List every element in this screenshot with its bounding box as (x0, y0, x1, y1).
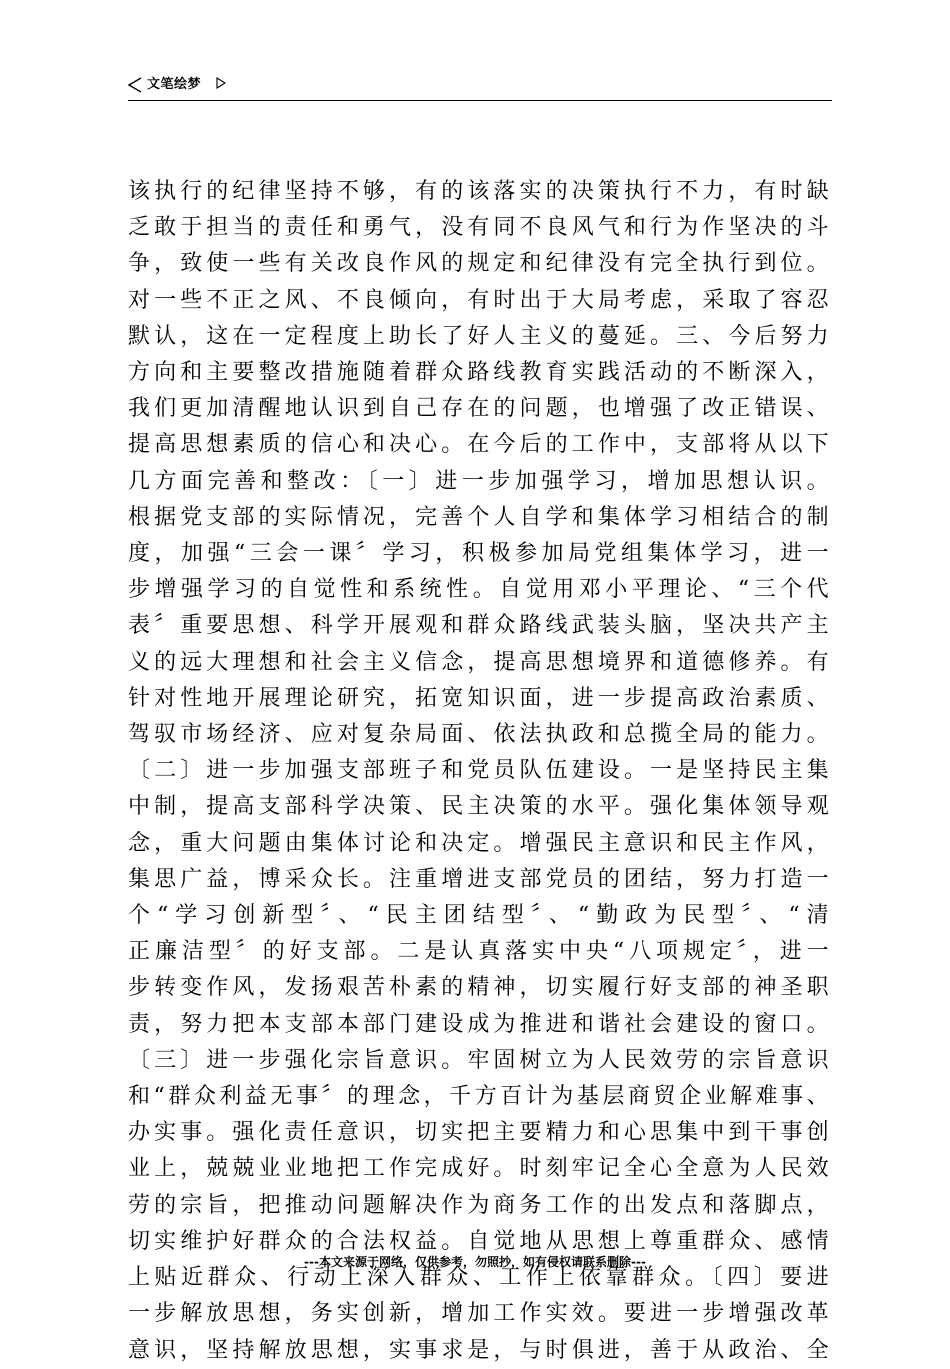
body-line: 一步解放思想，务实创新，增加工作实效。要进一步增强改革 (128, 1301, 832, 1327)
body-line: 业上，兢兢业业地把工作完成好。时刻牢记全心全意为人民效 (128, 1156, 832, 1182)
body-line: 中制，提高支部科学决策、民主决策的水平。强化集体领导观 (128, 794, 832, 820)
body-line: 切实维护好群众的合法权益。自觉地从思想上尊重群众、感情 (128, 1228, 832, 1254)
triangle-right-icon (216, 77, 226, 89)
body-line: 意识，坚持解放思想，实事求是，与时俱进，善于从政治、全 (128, 1337, 832, 1363)
body-line: 度，加强“三会一课〞学习，积极参加局党组集体学习，进一 (128, 541, 832, 567)
body-line: 根据党支部的实际情况，完善个人自学和集体学习相结合的制 (128, 504, 832, 530)
body-text (128, 174, 832, 1369)
body-line: 义的远大理想和社会主义信念，提高思想境界和道德修养。有 (128, 649, 832, 675)
body-line: 几方面完善和整改：〔一〕进一步加强学习，增加思想认识。 (128, 468, 832, 494)
footer-disclaimer: ---本文来源于网络，仅供参考，勿照抄，如有侵权请联系删除--- (304, 1255, 646, 1269)
triangle-left-icon (128, 77, 142, 93)
body-line: 步转变作风，发扬艰苦朴素的精神，切实履行好支部的神圣职 (128, 975, 832, 1001)
body-line: 正廉洁型〞的好支部。二是认真落实中央“八项规定〞，进一 (128, 939, 832, 965)
page-header (128, 72, 832, 101)
body-line: 办实事。强化责任意识，切实把主要精力和心思集中到干事创 (128, 1120, 832, 1146)
body-line: 提高思想素质的信心和决心。在今后的工作中，支部将从以下 (128, 432, 832, 458)
body-line: 针对性地开展理论研究，拓宽知识面，进一步提高政治素质、 (128, 685, 832, 711)
body-line: 表〞重要思想、科学开展观和群众路线武装头脑，坚决共产主 (128, 613, 832, 639)
body-line: 上贴近群众、行动上深入群众、工作上依靠群众。〔四〕要进 (128, 1265, 832, 1291)
body-line: 该执行的纪律坚持不够，有的该落实的决策执行不力，有时缺 (128, 179, 832, 204)
body-line: 念，重大问题由集体讨论和决定。增强民主意识和民主作风， (128, 830, 832, 856)
body-line: 争，致使一些有关改良作风的规定和纪律没有完全执行到位。 (128, 251, 832, 277)
body-line: 和“群众利益无事〞的理念，千方百计为基层商贸企业解难事、 (128, 1084, 832, 1110)
body-line: 集思广益，博采众长。注重增进支部党员的团结，努力打造一 (128, 866, 832, 892)
body-line: 驾驭市场经济、应对复杂局面、依法执政和总揽全局的能力。 (128, 722, 832, 748)
body-line: 个“学习创新型〞、“民主团结型〞、“勤政为民型〞、“清 (128, 903, 832, 929)
body-line: 步增强学习的自觉性和系统性。自觉用邓小平理论、“三个代 (128, 577, 832, 603)
body-line: 〔三〕进一步强化宗旨意识。牢固树立为人民效劳的宗旨意识 (128, 1047, 832, 1073)
body-line: 默认，这在一定程度上助长了好人主义的蔓延。三、今后努力 (128, 323, 832, 349)
body-line: 乏敢于担当的责任和勇气，没有同不良风气和行为作坚决的斗 (128, 215, 832, 241)
body-line: 方向和主要整改措施随着群众路线教育实践活动的不断深入， (128, 360, 832, 386)
body-line: 对一些不正之风、不良倾向，有时出于大局考虑，采取了容忍 (128, 287, 832, 313)
body-line: 〔二〕进一步加强支部班子和党员队伍建设。一是坚持民主集 (128, 758, 832, 784)
header-title: 文笔绘梦 (147, 77, 202, 92)
body-line: 责，努力把本支部本部门建设成为推进和谐社会建设的窗口。 (128, 1011, 832, 1037)
body-line: 劳的宗旨，把推动问题解决作为商务工作的出发点和落脚点， (128, 1192, 832, 1218)
body-line: 我们更加清醒地认识到自己存在的问题，也增强了改正错误、 (128, 396, 832, 422)
